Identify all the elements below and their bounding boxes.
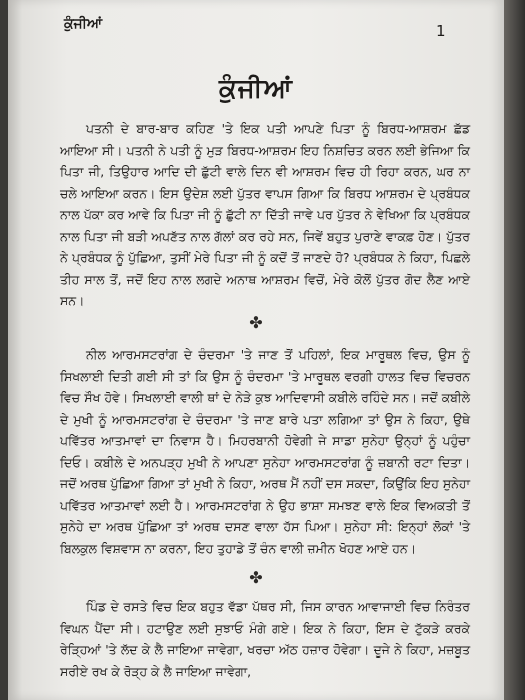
page-title: ਕੁੰਜੀਆਂ [219,74,293,104]
page-gutter-shadow [8,0,22,700]
background-surface [501,0,525,700]
running-head: ਕੁੰਜੀਆਂ [64,16,103,32]
section-divider-icon: ✤ [249,313,263,332]
paragraph-2 [60,344,470,559]
paragraph-text: ਪਤਨੀ ਦੇ ਬਾਰ-ਬਾਰ ਕਹਿਣ 'ਤੇ ਇਕ ਪਤੀ ਆਪਣੇ ਪਿਤਾ ਨੂੰ ਬਿਰਧ-ਆਸ਼ਰਮ ਛੱਡ ਆਇਆ ਸੀ। ਪਤਨੀ ਨੇ ਪਤੀ ਨੂੰ ਮੁੜ ਬਿਰਧ-ਆਸ਼ਰਮ ਇਹ ਨਿਸ਼ਚਿਤ ਕਰਨ ਲਈ ਭੇਜਿਆ ਕਿ ਪਿਤਾ ਜੀ, ਤਿਉਹਾਰ ਆਦਿ ਦੀ ਛੁੱਟੀ ਵਾਲੇ ਦਿਨ ਵੀ ਆਸ਼ਰਮ ਵਿਚ ਹੀ ਰਿਹਾ ਕਰਨ, ਘਰ ਨਾ ਚਲੇ ਆਇਆ ਕਰਨ। ਇਸ ਉਦੇਸ਼ ਲਈ ਪੁੱਤਰ ਵਾਪਸ ਗਿਆ ਕਿ ਬਿਰਧ ਆਸ਼ਰਮ ਦੇ ਪ੍ਰਬੰਧਕ ਨਾਲ ਪੱਕਾ ਕਰ ਆਵੇ ਕਿ ਪਿਤਾ ਜੀ ਨੂੰ ਛੁੱਟੀ ਨਾ ਦਿੱਤੀ ਜਾਵੇ ਪਰ ਪੁੱਤਰ ਨੇ ਵੇਖਿਆ ਕਿ ਪ੍ਰਬੰਧਕ ਨਾਲ ਪਿਤਾ ਜੀ ਬੜੀ ਅਪਣੱਤ ਨਾਲ ਗੱਲਾਂ ਕਰ ਰਹੇ ਸਨ, ਜਿਵੇਂ ਬਹੁਤ ਪੁਰਾਣੇ ਵਾਕਫ਼ ਹੋਣ। ਪੁੱਤਰ ਨੇ ਪ੍ਰਬੰਧਕ ਨੂੰ ਪੁੱਛਿਆ, ਤੁਸੀਂ ਮੇਰੇ ਪਿਤਾ ਜੀ ਨੂੰ ਕਦੋਂ ਤੋਂ ਜਾਣਦੇ ਹੋ? ਪ੍ਰਬੰਧਕ ਨੇ ਕਿਹਾ, ਪਿਛਲੇ ਤੀਹ ਸਾਲ ਤੋਂ, ਜਦੋਂ ਇਹ ਨਾਲ ਲਗਦੇ ਅਨਾਥ ਆਸ਼ਰਮ ਵਿਚੋਂ, ਮੇਰੇ ਕੋਲੋਂ ਪੁੱਤਰ ਗੋਦ ਲੈਣ ਆਏ ਸਨ। [60,121,470,308]
paragraph-text: ਪਿੰਡ ਦੇ ਰਸਤੇ ਵਿਚ ਇਕ ਬਹੁਤ ਵੱਡਾ ਪੱਥਰ ਸੀ, ਜਿਸ ਕਾਰਨ ਆਵਾਜਾਈ ਵਿਚ ਨਿਰੰਤਰ ਵਿਘਨ ਪੈਂਦਾ ਸੀ। ਹਟਾਉਣ ਲਈ ਸੁਝਾਓ ਮੰਗੇ ਗਏ। ਇਕ ਨੇ ਕਿਹਾ, ਇਸ ਦੇ ਟੁੱਕੜੇ ਕਰਕੇ ਰੇੜ੍ਹਿਆਂ 'ਤੇ ਲੱਦ ਕੇ ਲੈ ਜਾਇਆ ਜਾਵੇਗਾ, ਖਰਚਾ ਅੱਠ ਹਜ਼ਾਰ ਹੋਵੇਗਾ। ਦੂਜੇ ਨੇ ਕਿਹਾ, ਮਜ਼ਬੂਤ ਸਰੀਏ ਰਖ ਕੇ ਰੋੜ੍ਹ ਕੇ ਲੈ ਜਾਇਆ ਜਾਵੇਗਾ, [60,599,470,679]
paragraph-text: ਨੀਲ ਆਰਮਸਟਰਾਂਗ ਦੇ ਚੰਦਰਮਾ 'ਤੇ ਜਾਣ ਤੋਂ ਪਹਿਲਾਂ, ਇਕ ਮਾਰੂਥਲ ਵਿਚ, ਉਸ ਨੂੰ ਸਿਖਲਾਈ ਦਿਤੀ ਗਈ ਸੀ ਤਾਂ ਕਿ ਉਸ ਨੂੰ ਚੰਦਰਮਾ 'ਤੇ ਮਾਰੂਥਲ ਵਰਗੀ ਹਾਲਤ ਵਿਚ ਵਿਚਰਨ ਵਿਚ ਸੌਖ ਹੋਵੇ। ਸਿਖਲਾਈ ਵਾਲੀ ਥਾਂ ਦੇ ਨੇੜੇ ਕੁਝ ਆਦਿਵਾਸੀ ਕਬੀਲੇ ਰਹਿੰਦੇ ਸਨ। ਜਦੋਂ ਕਬੀਲੇ ਦੇ ਮੁਖੀ ਨੂੰ ਆਰਮਸਟਰਾਂਗ ਦੇ ਚੰਦਰਮਾ 'ਤੇ ਜਾਣ ਬਾਰੇ ਪਤਾ ਲਗਿਆ ਤਾਂ ਉਸ ਨੇ ਕਿਹਾ, ਉਥੇ ਪਵਿੱਤਰ ਆਤਮਾਵਾਂ ਦਾ ਨਿਵਾਸ ਹੈ। ਮਿਹਰਬਾਨੀ ਹੋਵੇਗੀ ਜੇ ਸਾਡਾ ਸੁਨੇਹਾ ਉਨ੍ਹਾਂ ਨੂੰ ਪਹੁੰਚਾ ਦਿਓ। ਕਬੀਲੇ ਦੇ ਅਨਪੜ੍ਹ ਮੁਖੀ ਨੇ ਆਪਣਾ ਸੁਨੇਹਾ ਆਰਮਸਟਰਾਂਗ ਨੂੰ ਜ਼ਬਾਨੀ ਰਟਾ ਦਿਤਾ। ਜਦੋਂ ਅਰਥ ਪੁੱਛਿਆ ਗਿਆ ਤਾਂ ਮੁਖੀ ਨੇ ਕਿਹਾ, ਅਰਥ ਮੈਂ ਨਹੀਂ ਦਸ ਸਕਦਾ, ਕਿਉਂਕਿ ਇਹ ਸੁਨੇਹਾ ਪਵਿੱਤਰ ਆਤਮਾਵਾਂ ਲਈ ਹੈ। ਆਰਮਸਟਰਾਂਗ ਨੇ ਉਹ ਭਾਸ਼ਾ ਸਮਝਣ ਵਾਲੇ ਇਕ ਵਿਅਕਤੀ ਤੋਂ ਸੁਨੇਹੇ ਦਾ ਅਰਥ ਪੁੱਛਿਆ ਤਾਂ ਅਰਥ ਦਸਣ ਵਾਲਾ ਹੱਸ ਪਿਆ। ਸੁਨੇਹਾ ਸੀ: ਇਨ੍ਹਾਂ ਲੋਕਾਂ 'ਤੇ ਬਿਲਕੁਲ ਵਿਸ਼ਵਾਸ ਨਾ ਕਰਨਾ, ਇਹ ਤੁਹਾਡੇ ਤੋਂ ਚੰਨ ਵਾਲੀ ਜ਼ਮੀਨ ਖੋਹਣ ਆਏ ਹਨ। [60,347,470,556]
page-number: 1 [436,22,446,40]
section-divider-icon: ✤ [249,568,263,587]
paragraph-1 [60,118,470,312]
paragraph-3 [60,596,470,682]
book-page [8,0,504,700]
